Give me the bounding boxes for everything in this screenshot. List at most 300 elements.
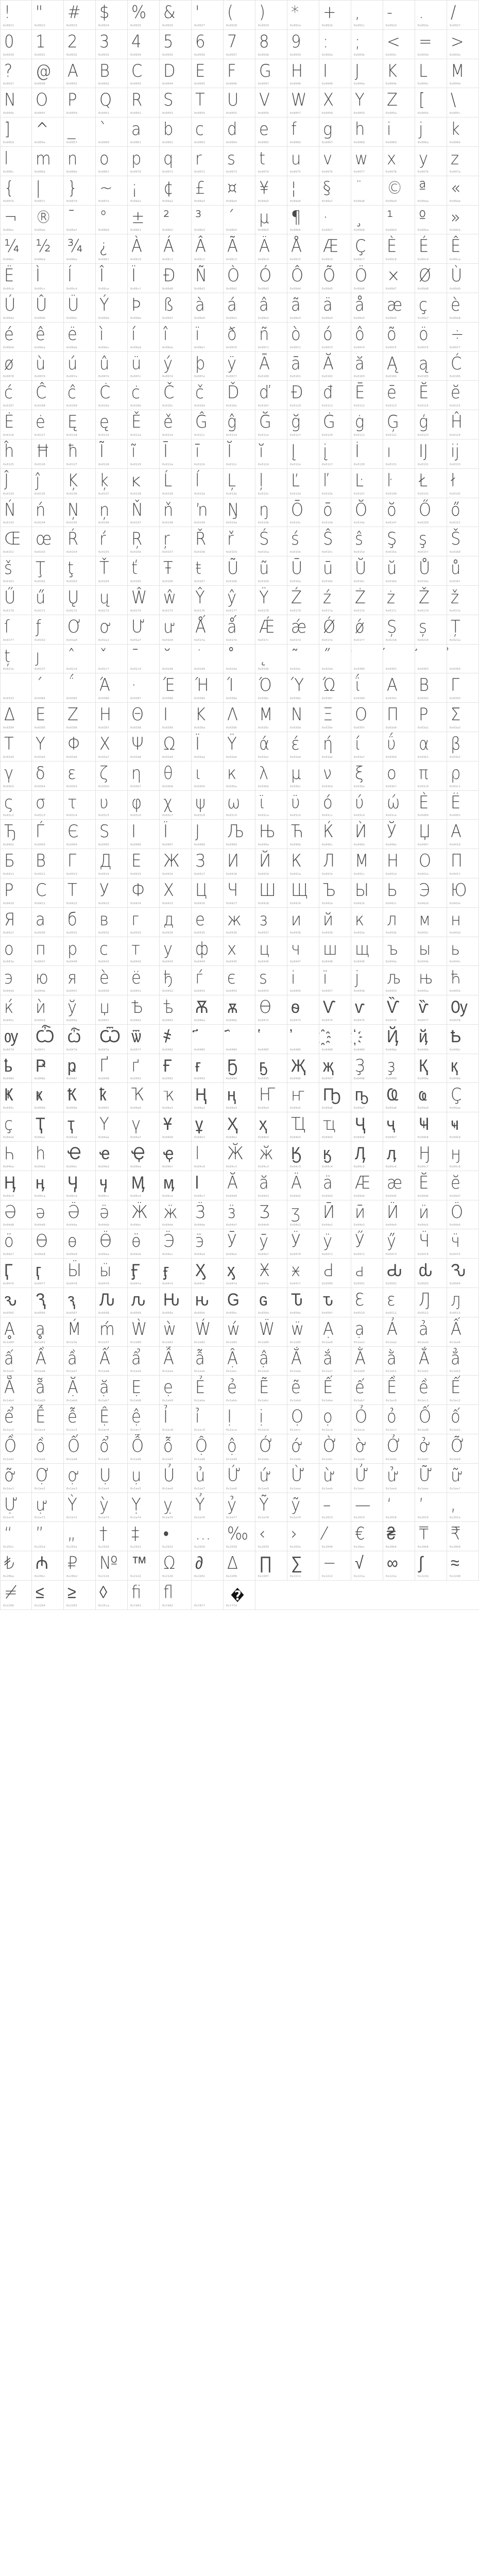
glyph-code: 0x04fe [258, 1282, 269, 1286]
glyph-code: 0x017c [386, 609, 397, 613]
glyph-char: Ӷ [4, 1260, 13, 1281]
glyph-cell [383, 1054, 415, 1083]
glyph-code: 0x04f9 [98, 1282, 110, 1286]
glyph-char: ụ [131, 1465, 142, 1486]
glyph-code: 0x0498 [354, 1077, 365, 1081]
glyph-code: 0x00f6 [418, 346, 429, 349]
glyph-code: 0x04c3 [290, 1165, 301, 1168]
glyph-char: 7 [227, 31, 237, 52]
glyph-char: @ [36, 60, 52, 81]
glyph-code: 0x04b5 [322, 1136, 333, 1140]
glyph-cell [287, 908, 319, 937]
glyph-row [0, 703, 479, 732]
glyph-code: 0x0134 [3, 492, 14, 496]
glyph-cell [287, 1434, 319, 1463]
glyph-code: 0x1ed6 [130, 1458, 142, 1461]
glyph-cell [255, 352, 287, 381]
glyph-cell [128, 645, 160, 673]
glyph-char: ң [227, 1084, 236, 1106]
glyph-char: Ί [227, 675, 234, 696]
glyph-char: Π [387, 704, 399, 725]
glyph-cell [160, 264, 192, 293]
glyph-char: Ổ [67, 1436, 80, 1457]
glyph-code: 0x0435 [194, 931, 206, 935]
glyph-cell [447, 1434, 479, 1463]
glyph-code: 0x1eac [226, 1370, 237, 1374]
glyph-char: ӫ [131, 1231, 141, 1252]
glyph-cell [96, 1, 128, 29]
glyph-cell [447, 1112, 479, 1141]
glyph-code: 0x0057 [290, 112, 301, 115]
glyph-code: 0x0463 [162, 1019, 174, 1022]
glyph-char: ҳ [259, 1114, 267, 1135]
glyph-char: № [99, 1553, 118, 1574]
glyph-cell [160, 1054, 192, 1083]
glyph-cell [0, 645, 32, 673]
glyph-char: Ň [131, 499, 143, 520]
glyph-code: 0x00c1 [162, 258, 174, 262]
glyph-code: 0x0125 [3, 463, 14, 466]
glyph-cell [383, 1551, 415, 1580]
glyph-code: 0x0309 [450, 668, 461, 671]
glyph-char: Ừ [291, 1465, 305, 1486]
glyph-char: ứ [259, 1465, 271, 1486]
glyph-row [0, 30, 479, 59]
glyph-code: 0x00e7 [418, 316, 429, 320]
glyph-char: ı [387, 440, 391, 462]
glyph-char: ұ [195, 1114, 203, 1135]
glyph-char: ơ [99, 616, 112, 637]
glyph-cell [447, 586, 479, 615]
glyph-code: 0x1ede [386, 1458, 397, 1461]
glyph-char: ™ [131, 1553, 147, 1574]
glyph-cell [96, 1317, 128, 1346]
glyph-char: Ӿ [259, 1260, 270, 1281]
glyph-cell [383, 88, 415, 117]
glyph-code: 0x01a1 [98, 638, 110, 642]
glyph-cell [0, 1229, 32, 1258]
glyph-code: 0x00dd [98, 316, 110, 320]
glyph-cell [319, 1434, 351, 1463]
glyph-code: 0x00bd [35, 258, 46, 262]
glyph-cell [351, 878, 383, 907]
glyph-code: 0x0410 [450, 843, 461, 847]
glyph-char: ộ [227, 1436, 237, 1457]
glyph-char: Ю [451, 879, 467, 901]
glyph-char: Ԉ [99, 1290, 115, 1311]
glyph-char: Ž [419, 587, 430, 608]
glyph-cell [192, 206, 224, 234]
glyph-char: ȷ [36, 646, 40, 667]
glyph-char: ό [323, 792, 333, 813]
glyph-char: ó [323, 324, 333, 345]
glyph-cell [287, 30, 319, 59]
glyph-cell [160, 1317, 192, 1346]
glyph-cell [383, 1522, 415, 1551]
glyph-row [0, 1259, 479, 1288]
glyph-char: ẩ [131, 1348, 141, 1369]
glyph-cell [224, 615, 255, 644]
glyph-code: 0x013a [194, 492, 206, 496]
glyph-char: ε [67, 762, 76, 784]
glyph-code: 0x1ec9 [194, 1429, 206, 1432]
glyph-cell [32, 878, 64, 907]
glyph-char: ӡ [291, 1201, 300, 1223]
glyph-char: ợ [67, 1465, 80, 1486]
glyph-char: χ [163, 792, 173, 813]
glyph-char: < [387, 31, 400, 52]
glyph-cell [287, 527, 319, 556]
glyph-char: _ [67, 119, 76, 140]
glyph-cell [128, 1142, 160, 1171]
glyph-code: 0x03c4 [66, 814, 78, 818]
glyph-char: С [36, 879, 47, 901]
glyph-char: ¶ [291, 207, 301, 228]
glyph-cell [64, 1522, 96, 1551]
glyph-char: ё [131, 968, 141, 989]
glyph-char: ԃ [419, 1260, 433, 1281]
glyph-cell [447, 323, 479, 351]
glyph-cell [255, 176, 287, 205]
glyph-code: 0x04a6 [322, 1107, 333, 1110]
glyph-char: в [99, 909, 109, 930]
glyph-char: ∞ [387, 1553, 398, 1574]
glyph-char: ί [355, 733, 361, 754]
glyph-cell [192, 645, 224, 673]
glyph-char: І [131, 821, 136, 842]
glyph-cell [287, 352, 319, 381]
glyph-cell [287, 703, 319, 732]
glyph-char: ԑ [387, 1290, 396, 1311]
glyph-cell [255, 556, 287, 585]
glyph-cell [192, 498, 224, 527]
glyph-code: 0x1ee8 [226, 1487, 237, 1490]
glyph-code: 0x04cd [130, 1194, 142, 1198]
glyph-code: 0x0147 [130, 521, 142, 525]
glyph-char: ŗ [163, 529, 170, 550]
glyph-cell [224, 381, 255, 410]
glyph-code: 0x016c [354, 580, 365, 583]
glyph-char: ắ [323, 1348, 333, 1369]
glyph-code: 0x03c7 [162, 814, 174, 818]
glyph-char: ¦ [291, 177, 297, 198]
glyph-cell [319, 410, 351, 439]
glyph-code: 0x2116 [98, 1575, 110, 1579]
glyph-code: 0x0058 [322, 112, 333, 115]
glyph-code: 0x00fb [98, 375, 110, 379]
glyph-cell [64, 59, 96, 88]
glyph-char: Ӎ [131, 1172, 145, 1193]
glyph-char: Ŗ [131, 529, 143, 550]
glyph-char: I [323, 60, 328, 81]
glyph-char: ö [419, 324, 429, 345]
glyph-code: 0x00be [66, 258, 78, 262]
glyph-cell [0, 381, 32, 410]
glyph-code: 0x0452 [162, 990, 174, 993]
glyph-row [0, 527, 479, 556]
glyph-char: 0 [4, 31, 14, 52]
glyph-code: 0x0123 [418, 433, 429, 437]
glyph-char: ώ [387, 792, 400, 813]
glyph-cell [192, 1434, 224, 1463]
glyph-code: 0x04ac [35, 1136, 46, 1140]
glyph-cell [192, 995, 224, 1024]
glyph-cell [255, 381, 287, 410]
glyph-char: ŏ [387, 499, 397, 520]
glyph-char: Ӊ [4, 1172, 16, 1193]
glyph-cell [319, 527, 351, 556]
glyph-cell [128, 1376, 160, 1404]
glyph-cell [32, 1493, 64, 1522]
glyph-code: 0x1ef4 [130, 1516, 142, 1520]
glyph-char: Ή [195, 675, 209, 696]
glyph-code: 0x1e80 [130, 1341, 142, 1344]
glyph-char: Ÿ [259, 587, 269, 608]
glyph-char: Ü [67, 294, 79, 315]
glyph-char: n [67, 148, 78, 169]
glyph-cell [160, 381, 192, 410]
glyph-code: 0x00a5 [258, 199, 269, 203]
glyph-char: # [67, 2, 81, 23]
glyph-code: 0x25ca [98, 1604, 110, 1607]
glyph-code: 0x0111 [322, 404, 333, 408]
glyph-cell [319, 30, 351, 59]
glyph-cell [415, 293, 447, 322]
glyph-code: 0x0127 [66, 463, 78, 466]
glyph-code: 0x04bc [66, 1165, 78, 1168]
glyph-code: 0x1edb [290, 1458, 301, 1461]
glyph-code: 0x014c [290, 521, 301, 525]
glyph-cell [383, 117, 415, 146]
glyph-code: 0x005e [35, 141, 46, 144]
glyph-code: 0x2260 [3, 1604, 14, 1607]
glyph-cell [96, 586, 128, 615]
glyph-cell [96, 937, 128, 966]
glyph-cell [160, 966, 192, 995]
glyph-char: ђ [163, 968, 174, 989]
glyph-char: ấ [4, 1348, 14, 1369]
glyph-cell [64, 1581, 96, 1609]
glyph-char: ˙ [195, 646, 203, 667]
glyph-code: 0x0136 [66, 492, 78, 496]
glyph-char: g [323, 119, 333, 140]
glyph-char: О [419, 851, 432, 872]
glyph-cell [32, 556, 64, 585]
glyph-char: ӱ [323, 1231, 333, 1252]
glyph-code: 0x0155 [98, 551, 110, 554]
glyph-char: Й [259, 851, 271, 872]
glyph-cell [383, 791, 415, 820]
glyph-code: 0x1edd [354, 1458, 365, 1461]
glyph-char: џ [99, 997, 110, 1018]
glyph-cell [32, 1434, 64, 1463]
glyph-char: ϊ [259, 792, 265, 813]
glyph-char: ҡ [163, 1084, 177, 1106]
glyph-char: ẽ [291, 1377, 301, 1398]
glyph-code: 0x0442 [130, 960, 142, 964]
glyph-char: И [227, 851, 239, 872]
glyph-char: Ѹ [451, 997, 468, 1018]
glyph-code: 0x010c [162, 404, 174, 408]
glyph-char: á [227, 294, 237, 315]
glyph-cell [224, 849, 255, 878]
glyph-row [0, 1376, 479, 1405]
glyph-cell [96, 323, 128, 351]
glyph-cell [0, 791, 32, 820]
glyph-cell [224, 1581, 255, 1609]
glyph-cell [447, 1025, 479, 1054]
glyph-code: 0x03cd [354, 814, 365, 818]
glyph-cell [160, 176, 192, 205]
glyph-cell [447, 615, 479, 644]
glyph-code: 0x0422 [66, 902, 78, 905]
glyph-cell [0, 908, 32, 937]
glyph-char: Ắ [291, 1348, 302, 1369]
glyph-cell [287, 88, 319, 117]
glyph-cell [32, 206, 64, 234]
glyph-cell [128, 469, 160, 498]
glyph-cell [415, 556, 447, 585]
glyph-char: ˉ [131, 646, 140, 667]
glyph-char: × [387, 265, 400, 286]
glyph-char: Ԏ [291, 1290, 303, 1311]
glyph-char: ' [195, 2, 200, 23]
glyph-cell [351, 849, 383, 878]
glyph-char: Ō [291, 499, 304, 520]
glyph-cell [96, 1142, 128, 1171]
glyph-cell [255, 1464, 287, 1493]
glyph-code: 0x0218 [386, 638, 397, 642]
glyph-cell [447, 1054, 479, 1083]
glyph-cell [224, 59, 255, 88]
glyph-code: 0x0100 [258, 375, 269, 379]
glyph-char: ο [387, 762, 397, 784]
glyph-cell [415, 1112, 447, 1141]
glyph-code: 0x00eb [66, 346, 78, 349]
glyph-cell [319, 937, 351, 966]
glyph-cell [319, 645, 351, 673]
glyph-cell [383, 1200, 415, 1229]
glyph-cell [64, 323, 96, 351]
glyph-char: ≠ [4, 1582, 18, 1603]
glyph-code: 0x1ecc [290, 1429, 301, 1432]
glyph-code: 0x0440 [66, 960, 78, 964]
glyph-char: f [291, 119, 297, 140]
glyph-char: ? [4, 60, 13, 81]
glyph-cell [0, 995, 32, 1024]
glyph-char: ô [355, 324, 365, 345]
glyph-code: 0x03a5 [35, 755, 46, 759]
glyph-code: 0x0122 [386, 433, 397, 437]
glyph-code: 0x0101 [290, 375, 301, 379]
glyph-char: Ậ [227, 1348, 238, 1369]
glyph-code: 0x0056 [258, 112, 269, 115]
glyph-char: ӟ [227, 1201, 236, 1223]
glyph-code: 0x00cc [35, 287, 46, 291]
glyph-char: ť [131, 558, 138, 579]
glyph-code: 0x2026 [194, 1546, 206, 1549]
glyph-code: 0x00ab [450, 199, 461, 203]
glyph-code: 0x00c8 [386, 258, 397, 262]
glyph-cell [287, 732, 319, 761]
glyph-code: 0x03c1 [450, 785, 461, 788]
glyph-cell [415, 703, 447, 732]
glyph-char: ή [323, 733, 333, 754]
glyph-char: K [387, 60, 398, 81]
glyph-char: ф [195, 938, 209, 959]
glyph-cell [224, 352, 255, 381]
glyph-cell [224, 1025, 255, 1054]
glyph-code: 0x04d6 [418, 1194, 429, 1198]
glyph-char: Ỹ [259, 1494, 269, 1515]
glyph-code: 0x048f [66, 1077, 78, 1081]
glyph-cell [447, 234, 479, 263]
glyph-cell [287, 206, 319, 234]
glyph-cell [192, 410, 224, 439]
glyph-char: м [419, 909, 431, 930]
glyph-cell [255, 615, 287, 644]
glyph-char: ẁ [163, 1318, 177, 1340]
glyph-char: √ [355, 1553, 364, 1574]
glyph-cell [351, 703, 383, 732]
glyph-cell [64, 1493, 96, 1522]
glyph-cell [192, 352, 224, 381]
glyph-code: 0x004a [354, 82, 365, 86]
glyph-char: З [195, 851, 206, 872]
glyph-cell [32, 381, 64, 410]
glyph-code: 0x1e00 [3, 1341, 14, 1344]
glyph-cell [128, 117, 160, 146]
glyph-char: Ĉ [36, 382, 47, 403]
glyph-char: ( [227, 2, 233, 23]
glyph-cell [160, 586, 192, 615]
glyph-code: 0x00c4 [258, 258, 269, 262]
glyph-row [0, 1, 479, 30]
glyph-char: Í [67, 265, 73, 286]
glyph-char: Ŕ [67, 529, 79, 550]
glyph-code: 0x04a7 [354, 1107, 365, 1110]
glyph-char: Ô [291, 265, 304, 286]
glyph-char: µ [259, 207, 269, 228]
glyph-code: 0x0063 [194, 141, 206, 144]
glyph-char: ˝ [323, 646, 331, 667]
glyph-cell [160, 1522, 192, 1551]
glyph-char: α [419, 733, 430, 754]
glyph-cell [383, 176, 415, 205]
glyph-char: Ҋ [387, 1026, 398, 1047]
glyph-code: 0x04a3 [226, 1107, 237, 1110]
glyph-cell [224, 1317, 255, 1346]
glyph-code: 0x002d [386, 24, 397, 27]
glyph-char: ә [36, 1201, 45, 1223]
glyph-char: fl [163, 1582, 174, 1603]
glyph-cell [351, 1464, 383, 1493]
glyph-char: Џ [419, 821, 431, 842]
glyph-code: 0x02d9 [194, 668, 206, 671]
glyph-code: 0x0152 [3, 551, 14, 554]
glyph-code: 0x0408 [194, 843, 206, 847]
glyph-char: ä [323, 294, 333, 315]
glyph-row [0, 995, 479, 1025]
glyph-code: 0x017d [418, 609, 429, 613]
glyph-cell [128, 1581, 160, 1609]
glyph-cell [383, 908, 415, 937]
glyph-code: 0x0128 [98, 463, 110, 466]
glyph-code: 0x0431 [66, 931, 78, 935]
glyph-cell [415, 1551, 447, 1580]
glyph-code: 0x1ed0 [418, 1429, 429, 1432]
glyph-cell [383, 645, 415, 673]
